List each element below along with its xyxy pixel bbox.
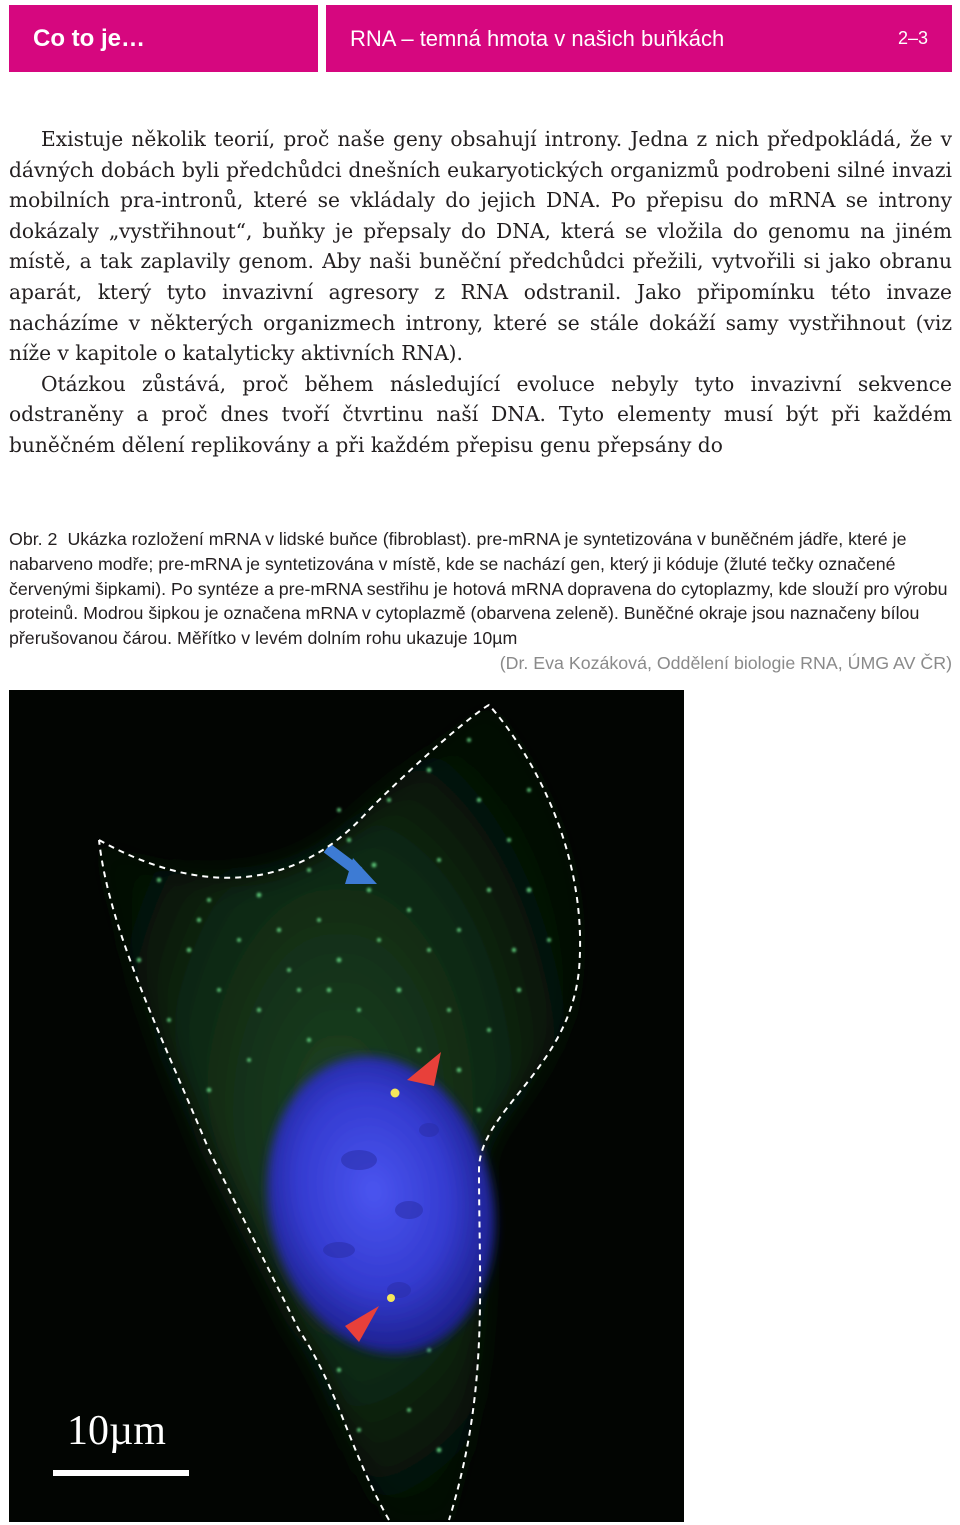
scale-bar-label: 10µm (67, 1408, 166, 1454)
page-number: 2–3 (897, 28, 928, 48)
section-header (9, 5, 318, 72)
figure-credit: (Dr. Eva Kozáková, Oddělení biologie RNA, ÚMG AV ČR) (499, 652, 952, 673)
paragraph: Otázkou zůstává, proč během následující evoluce nebyly tyto invazivní sekvence odstraněny a proč dnes tvoří čtvrtinu naší DNA. Tyto elementy musí být při každém buněčném dělení replikovány a při každém přepisu genu přepsány do (9, 371, 952, 457)
paragraph: Existuje několik teorií, proč naše geny obsahují introny. Jedna z nich předpokládá, že v dávných dobách byli předchůdci dnešních eukaryotických organizmů podrobeni silné invazi mobilních pra-intronů, které se vkládaly do jejich DNA. Po přepisu do mRNA se introny dokázaly „vystřihnout“, buňky je přepsaly do DNA, která se vložila do genomu na jiném místě, a tak zaplavily genom. Aby naši buněční předchůdci přežili, vytvořili si jako obranu aparát, který tyto invazivní agresory z RNA odstranil. Jako připomínku této invaze nacházíme v některých organizmech introny, které se stále dokáží samy vystřihnout (viz níže v kapitole o katalyticky aktivních RNA). (9, 127, 952, 366)
scale-bar (53, 1470, 189, 1476)
transcription-site-top (391, 1089, 400, 1098)
figure-caption-text: Ukázka rozložení mRNA v lidské buňce (fibroblast). pre-mRNA je syntetizována v buněčném jádře, které je nabarveno modře; pre-mRNA je syntetizována v místě, kde se nachází gen, který ji kóduje (žluté tečky označené červenými šipkami). Po syntéze a pre-mRNA sestřihu je hotová mRNA dopravena do cytoplazmy, kde slouží pro výrobu proteinů. Modrou šipkou je označena mRNA v cytoplazmě (obarvena zeleně). Buněčné okraje jsou naznačeny bílou přerušovanou čárou. Měřítko v levém dolním rohu ukazuje 10µm (9, 529, 948, 649)
fluorescence-micrograph (9, 690, 684, 1522)
transcription-site-bottom (387, 1294, 395, 1302)
chapter-title: RNA – temná hmota v našich buňkách (350, 25, 725, 51)
figure-label: Obr. 2 (9, 529, 58, 549)
chapter-header (326, 5, 952, 72)
micrograph-svg (9, 690, 684, 1522)
article-body (9, 124, 952, 461)
figure-caption (9, 527, 952, 676)
section-title: Co to je… (33, 24, 145, 52)
